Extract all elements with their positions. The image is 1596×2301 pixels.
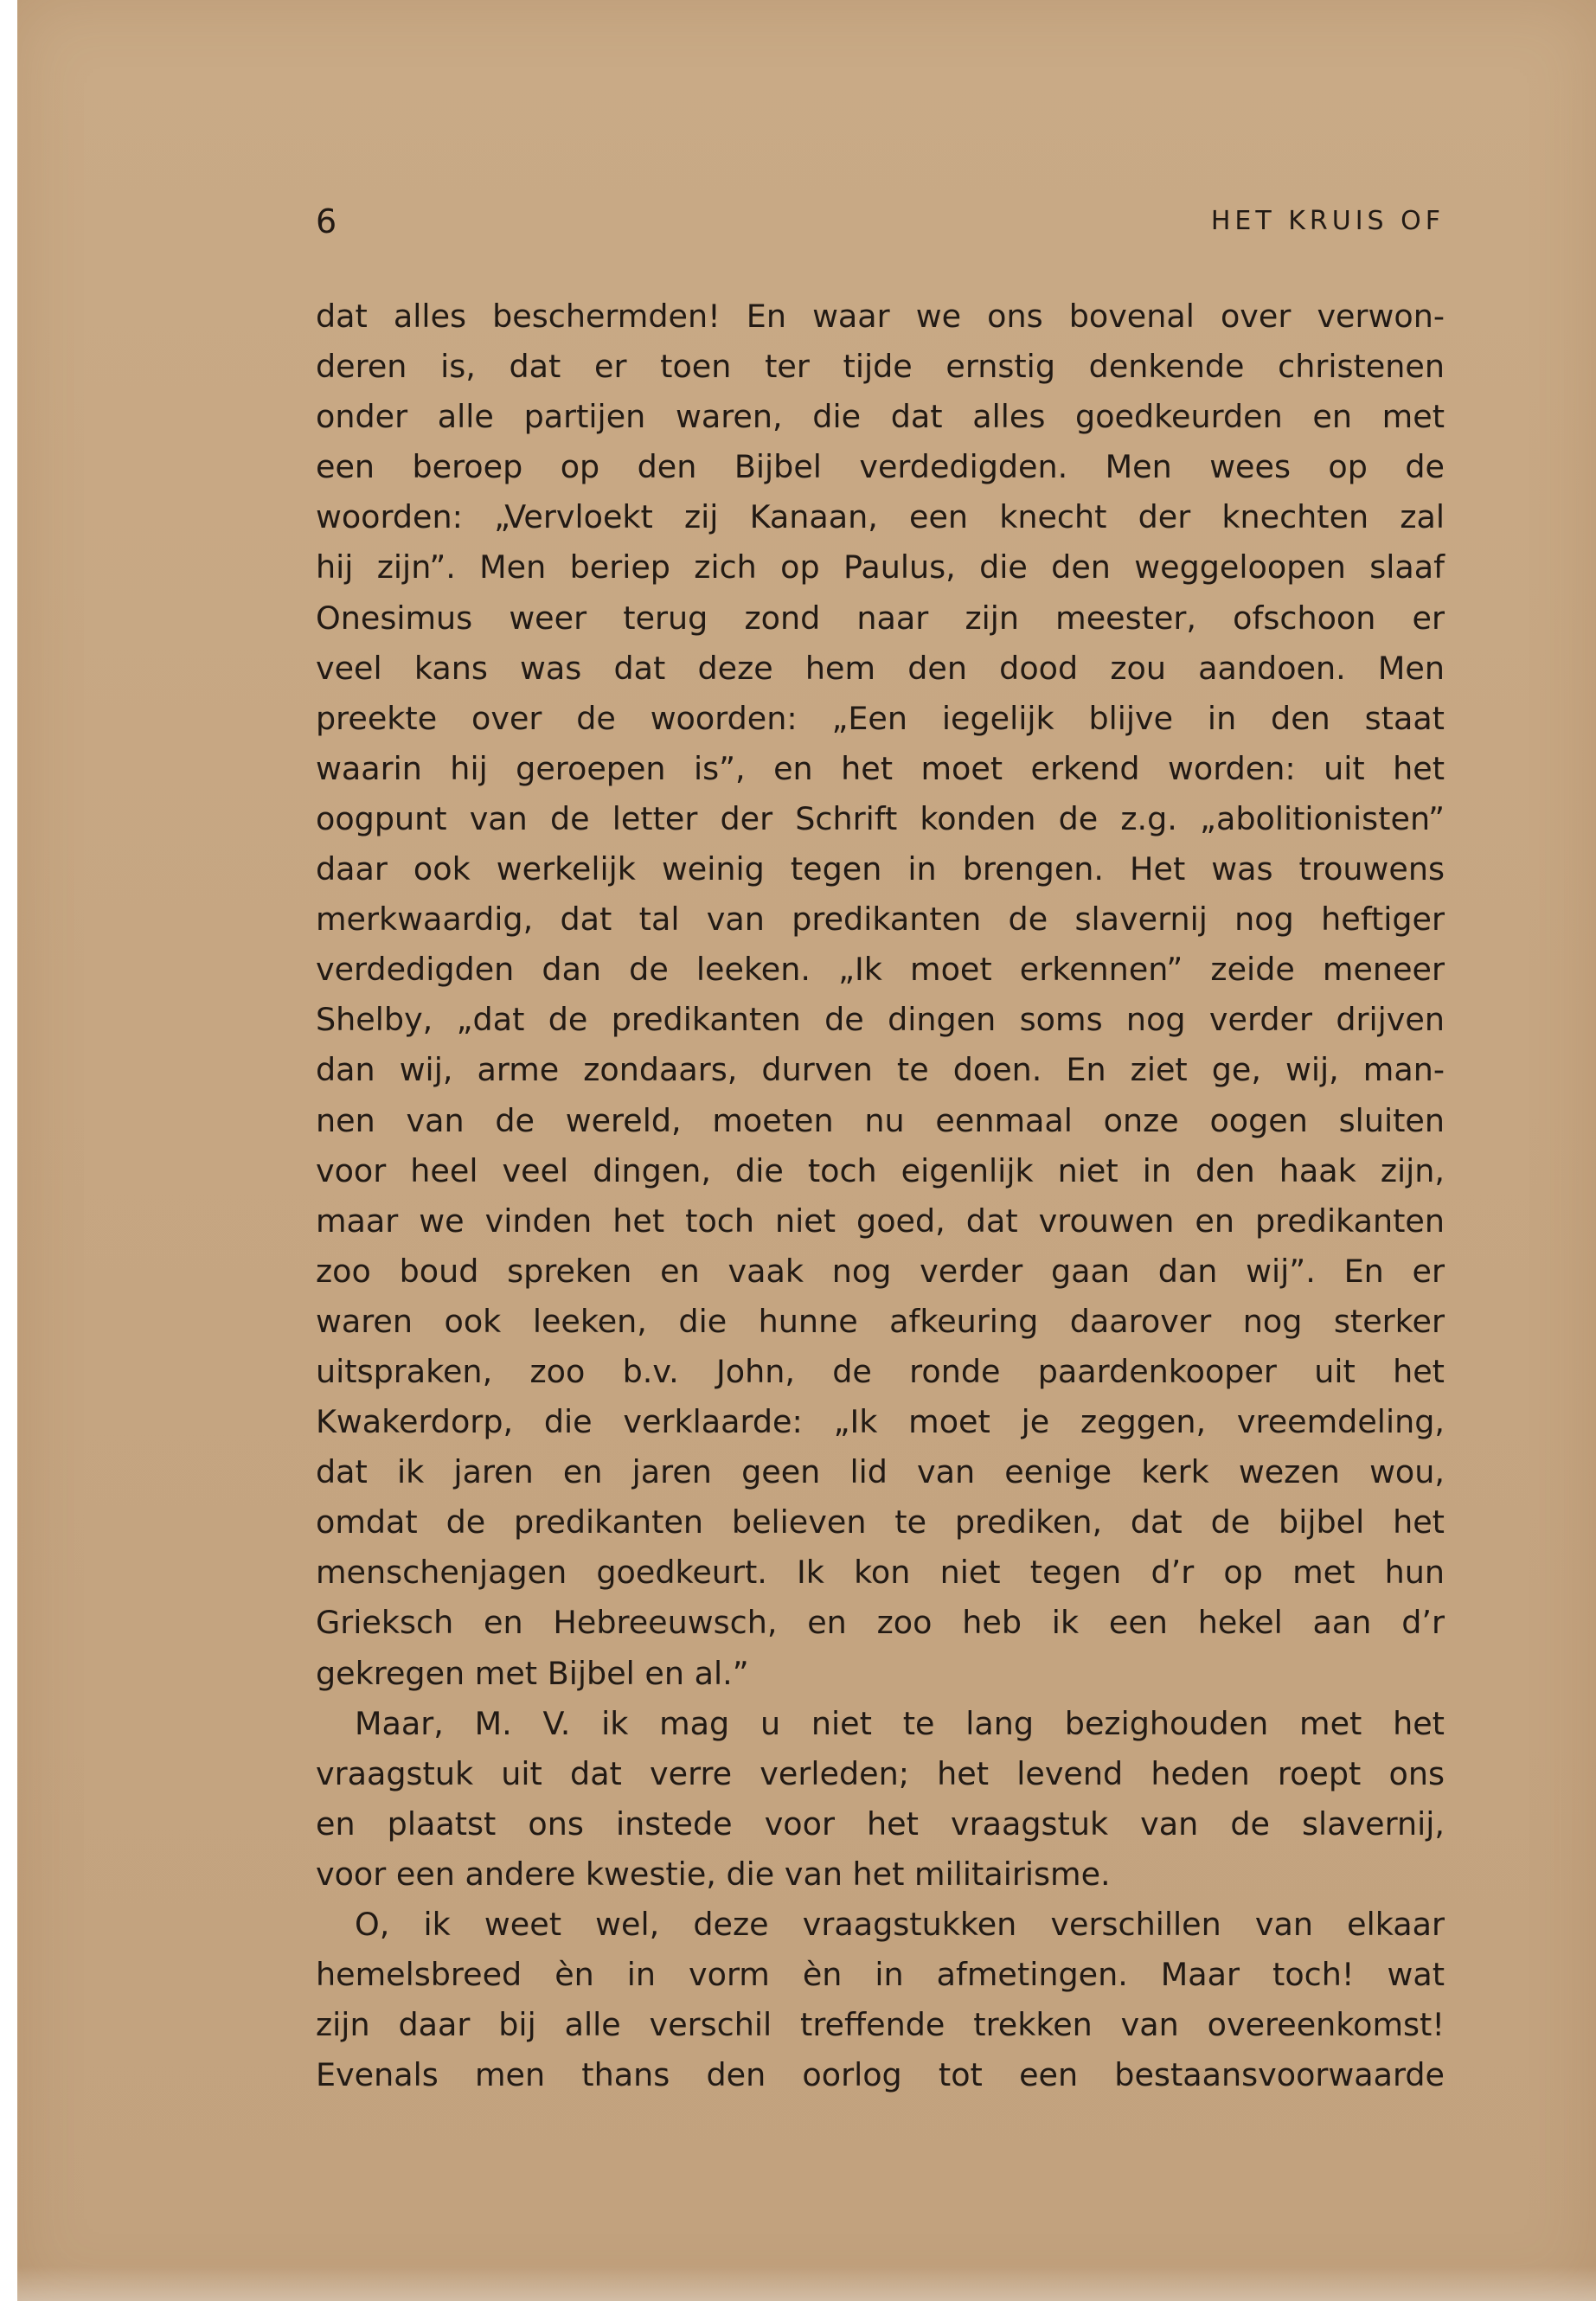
text-line: en plaatst ons instede voor het vraagstuk van de slavernij, [316, 1804, 1445, 1843]
text-line: maar we vinden het toch niet goed, dat vrouwen en predikanten [316, 1202, 1445, 1240]
text-line: dat alles beschermden! En waar we ons bovenal over verwon- [316, 298, 1445, 335]
text-line: merkwaardig, dat tal van predikanten de slavernij nog heftiger [316, 901, 1445, 939]
text-line: preekte over de woorden: „Een iegelijk blijve in den staat [316, 699, 1445, 737]
text-line: Maar, M. V. ik mag u niet te lang bezighouden met het [355, 1704, 1445, 1742]
text-line: O, ik weet wel, deze vraagstukken verschillen van elkaar [355, 1906, 1445, 1943]
text-line: hij zijn”. Men beriep zich op Paulus, die den weggeloopen slaaf [316, 548, 1445, 586]
text-line: dan wij, arme zondaars, durven te doen. En ziet ge, wij, man- [316, 1051, 1445, 1089]
text-line: dat ik jaren en jaren geen lid van eenige kerk wezen wou, [316, 1453, 1445, 1491]
text-line: Onesimus weer terug zond naar zijn meester, ofschoon er [316, 599, 1445, 637]
text-line: Shelby, „dat de predikanten de dingen soms nog verder drijven [316, 1001, 1445, 1039]
text-line: woorden: „Vervloekt zij Kanaan, een knecht der knechten zal [316, 498, 1445, 536]
text-line: voor heel veel dingen, die toch eigenlijk niet in den haak zijn, [316, 1151, 1445, 1189]
text-line: verdedigden dan de leeken. „Ik moet erkennen” zeide meneer [316, 951, 1445, 989]
text-line: veel kans was dat deze hem den dood zou aandoen. Men [316, 649, 1445, 687]
text-line: menschenjagen goedkeurt. Ik kon niet tegen d’r op met hun [316, 1554, 1445, 1592]
text-line: onder alle partijen waren, die dat alles goedkeurden en met [316, 398, 1445, 436]
text-line: gekregen met Bijbel en al.” [316, 1654, 749, 1692]
page-header [316, 201, 1445, 242]
text-line: Grieksch en Hebreeuwsch, en zoo heb ik een hekel aan d’r [316, 1604, 1445, 1642]
text-line: omdat de predikanten believen te prediken, dat de bijbel het [316, 1503, 1445, 1541]
text-line: oogpunt van de letter der Schrift konden de z.g. „abolitionisten” [316, 799, 1445, 837]
text-line: deren is, dat er toen ter tijde ernstig denkende christenen [316, 348, 1445, 386]
text-line: daar ook werkelijk weinig tegen in brengen. Het was trouwens [316, 850, 1445, 888]
text-line: een beroep op den Bijbel verdedigden. Men wees op de [316, 448, 1445, 486]
text-line: waren ook leeken, die hunne afkeuring daarover nog sterker [316, 1302, 1445, 1340]
text-line: voor een andere kwestie, die van het militairisme. [316, 1855, 1111, 1893]
text-line: uitspraken, zoo b.v. John, de ronde paardenkooper uit het [316, 1352, 1445, 1390]
page-number: 6 [316, 202, 337, 240]
book-page [17, 0, 1596, 2301]
body-text [316, 292, 1445, 2100]
text-line: hemelsbreed èn in vorm èn in afmetingen. Maar toch! wat [316, 1956, 1445, 1994]
text-line: nen van de wereld, moeten nu eenmaal onze oogen sluiten [316, 1101, 1445, 1139]
text-line: Evenals men thans den oorlog tot een bestaansvoorwaarde [316, 2056, 1445, 2094]
text-line: zoo boud spreken en vaak nog verder gaan dan wij”. En er [316, 1252, 1445, 1290]
running-title: HET KRUIS OF [1210, 206, 1445, 236]
text-line: waarin hij geroepen is”, en het moet erkend worden: uit het [316, 749, 1445, 787]
text-line: Kwakerdorp, die verklaarde: „Ik moet je zeggen, vreemdeling, [316, 1403, 1445, 1441]
text-line: zijn daar bij alle verschil treffende trekken van overeenkomst! [316, 2006, 1445, 2044]
text-line: vraagstuk uit dat verre verleden; het levend heden roept ons [316, 1754, 1445, 1792]
